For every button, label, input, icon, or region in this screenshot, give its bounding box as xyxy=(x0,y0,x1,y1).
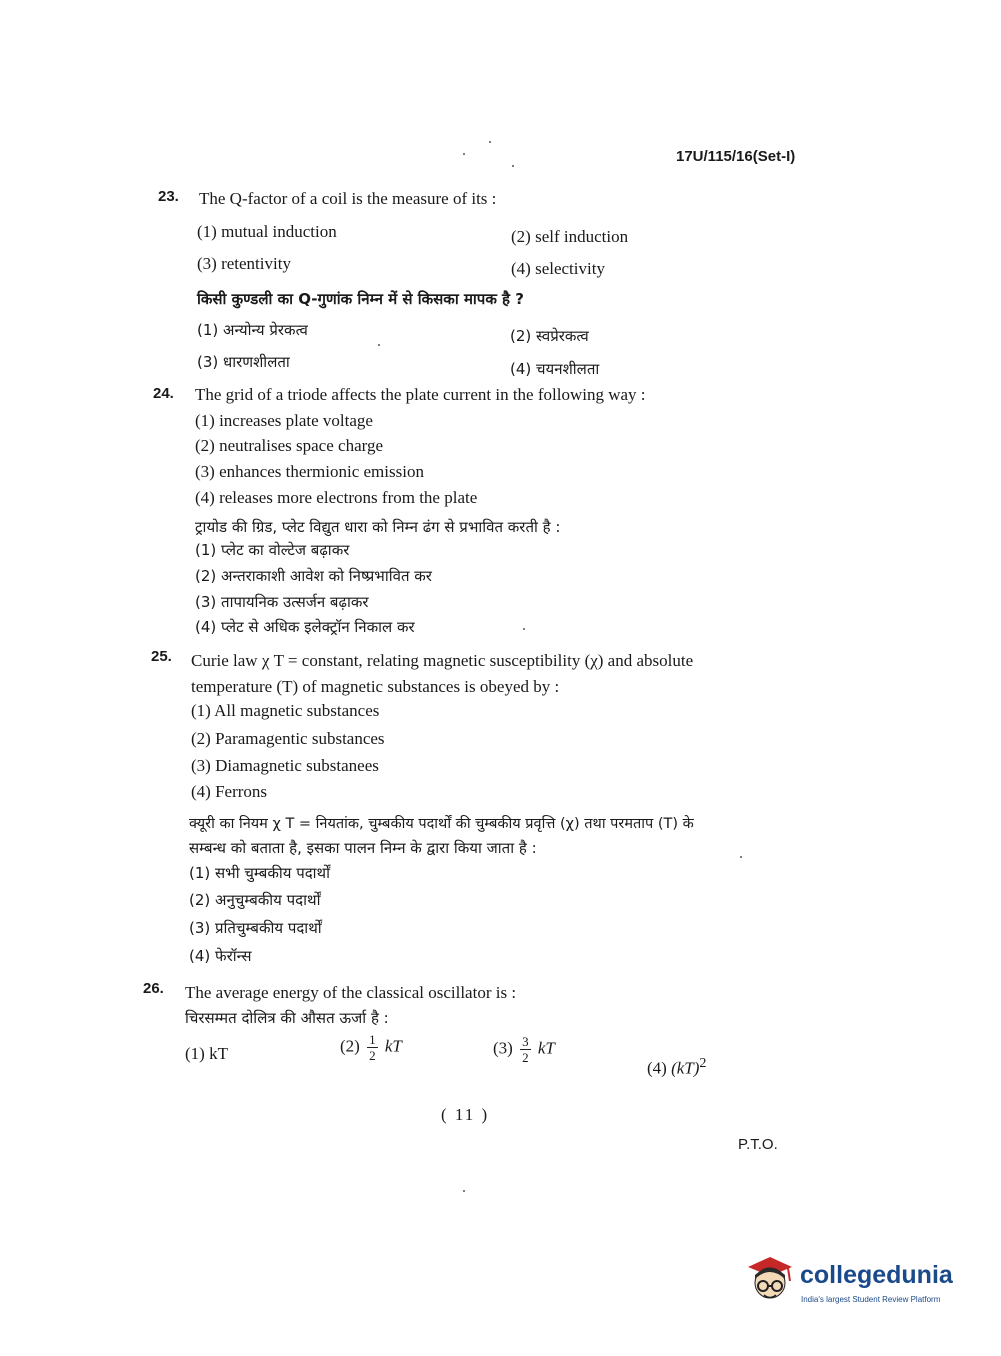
scan-speck xyxy=(489,141,491,143)
fraction-denominator: 2 xyxy=(369,1048,376,1063)
question-number: 26. xyxy=(143,980,164,997)
option-en: (3) retentivity xyxy=(197,254,291,273)
option-hi: (2) स्वप्रेरकत्व xyxy=(510,327,589,345)
variable: kT xyxy=(384,1036,402,1056)
option-en: (3) enhances thermionic emission xyxy=(195,462,424,481)
fraction-numerator: 3 xyxy=(522,1034,529,1049)
option-hi: (3) धारणशीलता xyxy=(197,353,290,371)
option-en: (1) increases plate voltage xyxy=(195,411,373,430)
option-en: (4) selectivity xyxy=(511,259,605,278)
option-hi: (3) प्रतिचुम्बकीय पदार्थों xyxy=(189,919,322,937)
scan-speck xyxy=(512,165,514,167)
option-hi: (2) अनुचुम्बकीय पदार्थों xyxy=(189,891,321,909)
option-hi: (2) अन्तराकाशी आवेश को निष्प्रभावित कर xyxy=(195,567,432,585)
option-en: (2) self induction xyxy=(511,227,629,246)
option-en: (4) Ferrons xyxy=(191,782,268,801)
mascot-icon xyxy=(744,1253,798,1311)
question-text-hi: ट्रायोड की ग्रिड, प्लेट विद्युत धारा को निम्न ढंग से प्रभावित करती है : xyxy=(195,518,561,536)
scan-speck xyxy=(523,628,525,630)
fraction-numerator: 1 xyxy=(369,1032,376,1047)
option-label: (4) xyxy=(647,1058,667,1078)
question-text-en: The grid of a triode affects the plate current in the following way : xyxy=(195,385,646,404)
collegedunia-logo xyxy=(744,1253,969,1311)
scan-speck xyxy=(378,344,380,346)
scan-speck xyxy=(463,1190,465,1192)
option-en: (1) All magnetic substances xyxy=(191,701,380,720)
option-text: (1) kT xyxy=(185,1044,228,1063)
option-hi: (1) प्लेट का वोल्टेज बढ़ाकर xyxy=(195,541,350,559)
fraction xyxy=(520,1034,531,1065)
option-label: (3) xyxy=(493,1038,513,1058)
exponent: 2 xyxy=(699,1055,707,1071)
option-4 xyxy=(647,1055,706,1079)
question-text-en: The Q-factor of a coil is the measure of its : xyxy=(199,189,497,208)
option-hi: (4) फेरॉन्स xyxy=(189,947,252,965)
option-1 xyxy=(185,1044,228,1064)
paper-code: 17U/115/16(Set-I) xyxy=(676,148,796,165)
option-en: (3) Diamagnetic substanees xyxy=(191,756,379,775)
fraction-denominator: 2 xyxy=(522,1050,529,1065)
option-label: (2) xyxy=(340,1036,360,1056)
question-number: 24. xyxy=(153,385,174,402)
option-hi: (4) प्लेट से अधिक इलेक्ट्रॉन निकाल कर xyxy=(195,618,415,636)
option-en: (2) neutralises space charge xyxy=(195,436,384,455)
scan-speck xyxy=(740,856,742,858)
question-text-hi: चिरसम्मत दोलित्र की औसत ऊर्जा है : xyxy=(185,1009,389,1027)
question-text-hi: क्यूरी का नियम χ T = नियतांक, चुम्बकीय पदार्थों की चुम्बकीय प्रवृत्ति (χ) तथा परमताप (T) के xyxy=(189,816,694,832)
option-hi: (1) सभी चुम्बकीय पदार्थों xyxy=(189,864,331,882)
question-text-en: The average energy of the classical oscillator is : xyxy=(185,983,517,1002)
option-hi: (3) तापायनिक उत्सर्जन बढ़ाकर xyxy=(195,593,369,611)
variable: (kT) xyxy=(671,1058,700,1078)
option-en: (2) Paramagentic substances xyxy=(191,729,385,748)
question-number: 25. xyxy=(151,648,172,665)
scan-speck xyxy=(463,153,465,155)
question-text-en: temperature (T) of magnetic substances is obeyed by : xyxy=(191,677,560,696)
page-number: ( 11 ) xyxy=(441,1105,490,1124)
brand-name: collegedunia xyxy=(800,1261,953,1289)
option-hi: (4) चयनशीलता xyxy=(510,360,600,378)
question-text-en: Curie law χ T = constant, relating magnetic susceptibility (χ) and absolute xyxy=(191,651,694,670)
option-en: (1) mutual induction xyxy=(197,222,337,241)
question-text-hi: किसी कुण्डली का Q-गुणांक निम्न में से किसका मापक है ? xyxy=(197,290,524,308)
option-2 xyxy=(340,1032,402,1063)
fraction xyxy=(367,1032,378,1063)
question-text-hi: सम्बन्ध को बताता है, इसका पालन निम्न के द्वारा किया जाता है : xyxy=(189,839,537,857)
option-hi: (1) अन्योन्य प्रेरकत्व xyxy=(197,321,308,339)
option-en: (4) releases more electrons from the plate xyxy=(195,488,478,507)
option-3 xyxy=(493,1034,555,1065)
pto-label: P.T.O. xyxy=(738,1136,778,1153)
question-number: 23. xyxy=(158,188,179,205)
brand-tagline: India's largest Student Review Platform xyxy=(801,1295,941,1304)
variable: kT xyxy=(537,1038,555,1058)
